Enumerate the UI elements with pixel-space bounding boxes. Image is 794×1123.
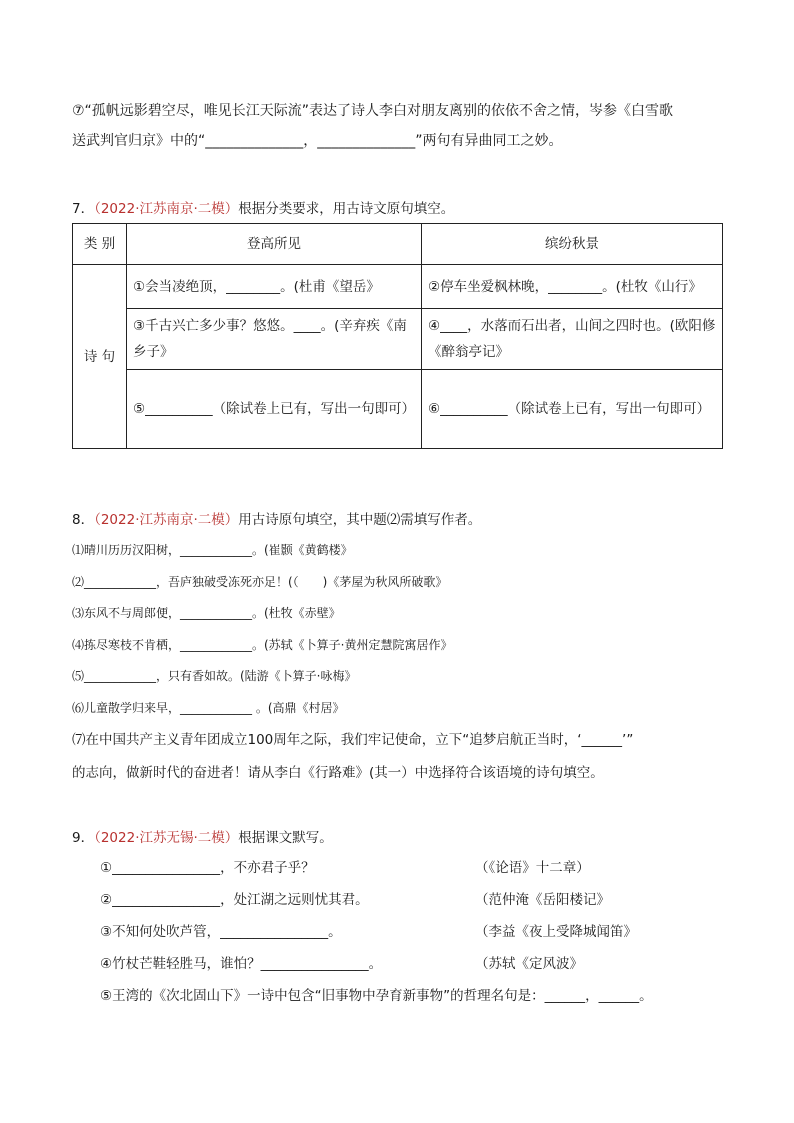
table-cell-5: ⑤__________（除试卷上已有，写出一句即可） xyxy=(127,370,422,449)
table-header-category: 类 别 xyxy=(73,224,127,265)
q7-intro-line1: ⑦“孤帆远影碧空尽，唯见长江天际流”表达了诗人李白对朋友离别的依依不舍之情，岑参《白雪歌 xyxy=(72,103,674,119)
q7-intro xyxy=(72,97,722,155)
q8-item-7-line2: 的志向，做新时代的奋进者！请从李白《行路难》(其一）中选择符合该语境的诗句填空。 xyxy=(72,765,604,781)
q9-source: （2022·江苏无锡·二模） xyxy=(94,830,239,846)
table-cell-1: ①会当凌绝顶，________。(杜甫《望岳》 xyxy=(127,265,422,309)
q9-item-2-ref: （范仲淹《岳阳楼记》 xyxy=(475,892,610,908)
q9-item-4-ref: （苏轼《定风波》 xyxy=(475,956,583,972)
table-cell-3: ③千古兴亡多少事？悠悠。____。(辛弃疾《南乡子》 xyxy=(127,309,422,370)
q8-number: 8． xyxy=(72,512,95,528)
table-header-col2: 缤纷秋景 xyxy=(422,224,723,265)
q8-item-7-line1: ⑺在中国共产主义青年团成立100周年之际，我们牢记使命，立下“追梦启航正当时，‘______’” xyxy=(72,732,634,748)
q8-item-3: ⑶东风不与周郎便，____________。(杜牧《赤壁》 xyxy=(72,606,341,620)
q8-item-4: ⑷拣尽寒枝不肯栖，____________。(苏轼《卜算子·黄州定慧院寓居作》 xyxy=(72,637,453,652)
q9-item-2: ②________________，处江湖之远则忧其君。 xyxy=(100,892,369,908)
q9-stem: 根据课文默写。 xyxy=(238,830,333,846)
table-cell-6: ⑥__________（除试卷上已有，写出一句即可） xyxy=(422,370,723,449)
q7-number: 7． xyxy=(72,201,95,217)
q7-source: （2022·江苏南京·二模） xyxy=(94,201,239,217)
q7-heading xyxy=(72,197,454,217)
q9-item-1-ref: （《论语》十二章） xyxy=(475,860,590,876)
q8-item-6: ⑹儿童散学归来早，____________ 。(高鼎《村居》 xyxy=(72,700,345,715)
q7-intro-line2: 送武判官归京》中的“______________，______________”两句有异曲同工之妙。 xyxy=(72,133,563,149)
q9-item-3-ref: （李益《夜上受降城闻笛》 xyxy=(475,924,637,940)
q9-item-4: ④竹杖芒鞋轻胜马，谁怕？________________。 xyxy=(100,956,383,972)
table-cell-4: ④____，水落而石出者，山间之四时也。(欧阳修《醉翁亭记》 xyxy=(422,309,723,370)
q9-number: 9． xyxy=(72,830,95,846)
q8-stem: 用古诗原句填空，其中题⑵需填写作者。 xyxy=(238,512,482,528)
table-row-label: 诗 句 xyxy=(73,265,127,449)
q8-items xyxy=(72,535,722,787)
q9-heading xyxy=(72,826,333,846)
q9-item-3: ③不知何处吹芦管，________________。 xyxy=(100,924,342,940)
q8-source: （2022·江苏南京·二模） xyxy=(94,512,239,528)
table-cell-2: ②停车坐爱枫林晚，________。(杜牧《山行》 xyxy=(422,265,723,309)
q8-item-5: ⑸____________，只有香如故。(陆游《卜算子·咏梅》 xyxy=(72,669,357,683)
q8-heading xyxy=(72,508,481,528)
q8-item-2: ⑵____________，吾庐独破受冻死亦足！(（ )《茅屋为秋风所破歌》 xyxy=(72,574,448,589)
q7-table xyxy=(72,223,723,449)
table-header-col1: 登高所见 xyxy=(127,224,422,265)
q8-item-1: ⑴晴川历历汉阳树，____________。(崔颢《黄鹤楼》 xyxy=(72,543,353,557)
q9-item-1: ①________________，不亦君子乎？ xyxy=(100,860,315,876)
q7-stem: 根据分类要求，用古诗文原句填空。 xyxy=(238,201,455,217)
q9-item-5: ⑤王湾的《次北固山下》一诗中包含“旧事物中孕育新事物”的哲理名句是：______，______。 xyxy=(100,988,653,1004)
